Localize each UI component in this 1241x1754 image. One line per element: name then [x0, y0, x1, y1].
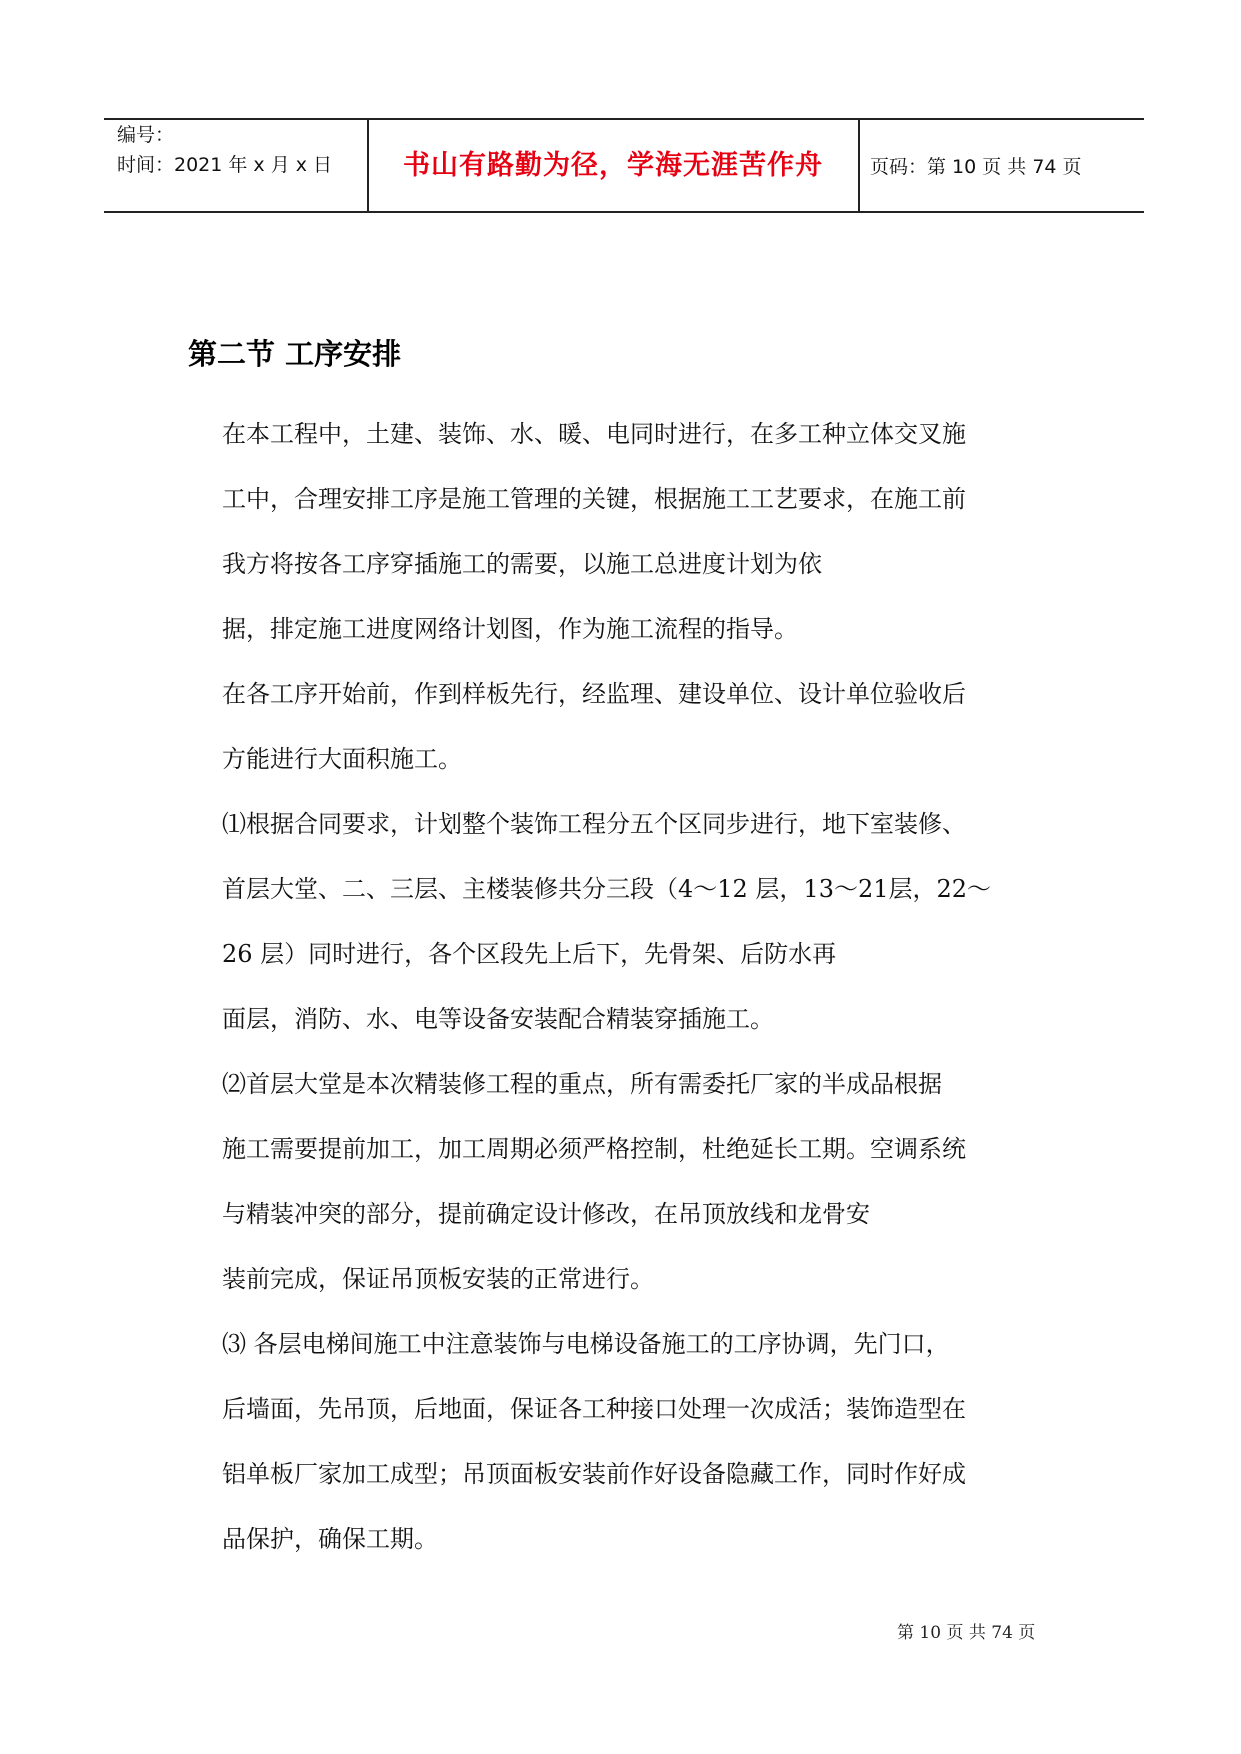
body-line: ⑴根据合同要求，计划整个装饰工程分五个区同步进行，地下室装修、 — [222, 810, 966, 838]
header-divider-right — [858, 118, 860, 213]
body-line: 在本工程中，土建、装饰、水、暖、电同时进行，在多工种立体交叉施 — [222, 420, 966, 448]
header-divider-left — [367, 118, 369, 213]
body-line: 施工需要提前加工，加工周期必须严格控制，杜绝延长工期。空调系统 — [222, 1135, 966, 1163]
body-line: 面层，消防、水、电等设备安装配合精装穿插施工。 — [222, 1005, 774, 1033]
body-line: 品保护，确保工期。 — [222, 1525, 438, 1553]
page-header — [0, 0, 1241, 220]
header-meta — [117, 120, 332, 180]
body-line: 我方将按各工序穿插施工的需要，以施工总进度计划为依 — [222, 550, 822, 578]
document-number-label: 编号： — [117, 124, 175, 146]
body-line: 后墙面，先吊顶，后地面，保证各工种接口处理一次成活；装饰造型在 — [222, 1395, 966, 1423]
section-title: 第二节 工序安排 — [188, 337, 402, 371]
body-line: 首层大堂、二、三层、主楼装修共分三段（4～12 层，13～21层，22～ — [222, 875, 992, 903]
body-line: 26 层）同时进行，各个区段先上后下，先骨架、后防水再 — [222, 940, 837, 968]
body-line: 方能进行大面积施工。 — [222, 745, 462, 773]
page-footer-number: 第 10 页 共 74 页 — [897, 1623, 1036, 1643]
header-bottom-rule — [104, 211, 1144, 213]
document-time-label: 时间：2021 年 x 月 x 日 — [117, 154, 333, 176]
body-line: 与精装冲突的部分，提前确定设计修改，在吊顶放线和龙骨安 — [222, 1200, 870, 1228]
body-line: 工中，合理安排工序是施工管理的关键，根据施工工艺要求，在施工前 — [222, 485, 966, 513]
header-motto: 书山有路勤为径，学海无涯苦作舟 — [403, 150, 823, 181]
header-page-code: 页码：第 10 页 共 74 页 — [870, 156, 1082, 178]
body-line: ⑵首层大堂是本次精装修工程的重点，所有需委托厂家的半成品根据 — [222, 1070, 942, 1098]
body-line: ⑶ 各层电梯间施工中注意装饰与电梯设备施工的工序协调，先门口， — [222, 1330, 950, 1358]
body-line: 铝单板厂家加工成型；吊顶面板安装前作好设备隐藏工作，同时作好成 — [222, 1460, 966, 1488]
body-line: 据，排定施工进度网络计划图，作为施工流程的指导。 — [222, 615, 798, 643]
body-line: 在各工序开始前，作到样板先行，经监理、建设单位、设计单位验收后 — [222, 680, 966, 708]
body-line: 装前完成，保证吊顶板安装的正常进行。 — [222, 1265, 654, 1293]
